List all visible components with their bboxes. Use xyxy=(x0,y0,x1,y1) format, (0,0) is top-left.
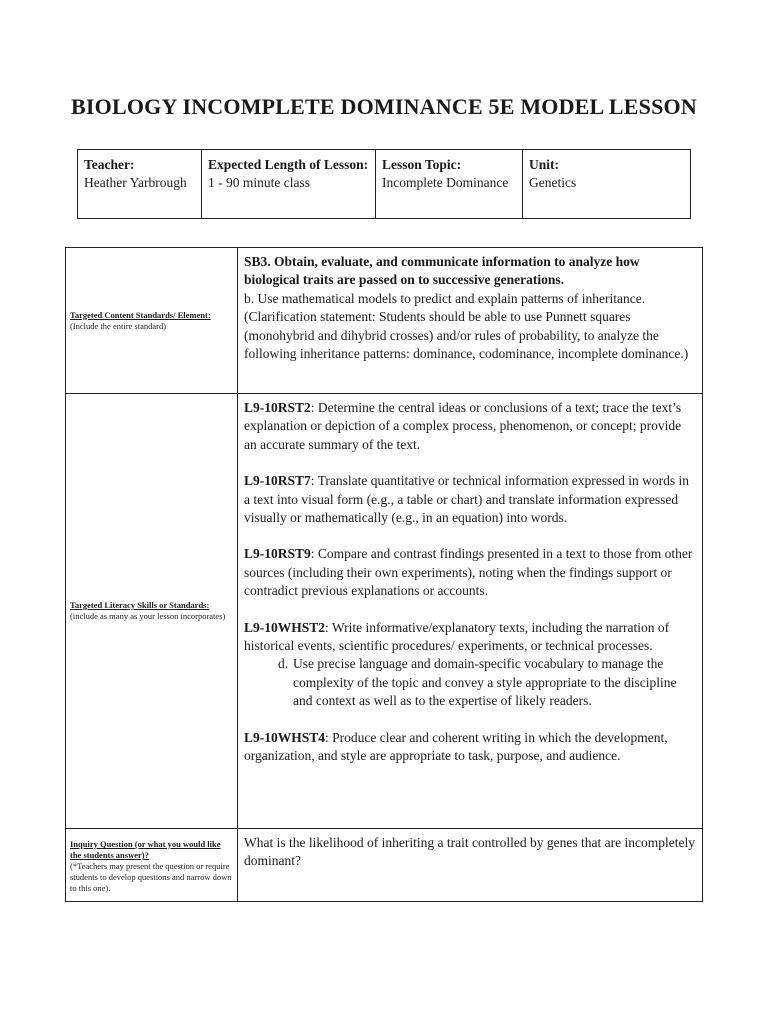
length-value: 1 - 90 minute class xyxy=(208,175,310,190)
literacy-code: L9-10RST2 xyxy=(244,400,311,415)
literacy-text: : Compare and contrast findings presented in a text to those from other sources (including their own experiments), noting when the findings support or contradict previous explanations or accounts. xyxy=(244,546,693,599)
table-row xyxy=(66,394,703,829)
length-cell xyxy=(202,150,376,219)
sub-list-text: Use precise language and domain-specific vocabulary to manage the complexity of the topic and convey a style appropriate to the discipline and context as well as to the expertise of likely readers. xyxy=(293,656,677,709)
table-row xyxy=(66,248,703,394)
inquiry-note: (*Teachers may present the question or require students to develop questions and narrow down to this one). xyxy=(70,861,232,893)
table-row xyxy=(66,829,703,902)
topic-cell xyxy=(376,150,523,219)
literacy-text: : Write informative/explanatory texts, including the narration of historical events, scientific procedures/ experiments, or technical processes. xyxy=(244,619,670,654)
unit-value: Genetics xyxy=(529,175,577,190)
topic-value: Incomplete Dominance xyxy=(382,175,509,190)
teacher-value: Heather Yarbrough xyxy=(84,175,187,190)
literacy-item xyxy=(244,545,696,600)
teacher-cell xyxy=(78,150,202,219)
inquiry-label: Inquiry Question (or what you would like the students answer)? xyxy=(70,839,221,860)
inquiry-question-cell xyxy=(238,829,703,902)
literacy-label-cell xyxy=(66,394,238,829)
literacy-item xyxy=(244,472,696,527)
literacy-code: L9-10WHST4 xyxy=(244,729,326,745)
unit-cell xyxy=(523,150,691,219)
standard-body: b. Use mathematical models to predict and explain patterns of inheritance. (Clarification statement: Students should be able to use Punnett squares (monohybrid and dihybrid crosses) and/or rules of probability, to analyze the following inheritance patterns: dominance, codominance, incomplete dominance.) xyxy=(244,290,689,362)
literacy-item xyxy=(244,399,696,454)
standard-heading: SB3. Obtain, evaluate, and communicate information to analyze how biological traits are passed on to successive generations. xyxy=(244,254,640,288)
literacy-text: : Determine the central ideas or conclusions of a text; trace the text’s explanation or depiction of a complex process, phenomenon, or concept; provide an accurate summary of the text. xyxy=(244,400,682,452)
content-standards-note: (Include the entire standard) xyxy=(70,320,167,331)
sub-list-item xyxy=(278,655,696,710)
literacy-item xyxy=(244,729,696,766)
length-label: Expected Length of Lesson: xyxy=(208,157,369,172)
sub-list xyxy=(244,655,696,710)
literacy-note: (include as many as your lesson incorporates) xyxy=(70,611,226,621)
standards-table xyxy=(65,247,703,902)
table-row xyxy=(78,150,691,219)
content-standards-label: Targeted Content Standards/ Element: xyxy=(70,309,211,320)
teacher-label: Teacher: xyxy=(84,157,135,172)
lesson-info-table xyxy=(77,149,691,219)
inquiry-question: What is the likelihood of inheriting a trait controlled by genes that are incompletely dominant? xyxy=(244,835,695,869)
literacy-label: Targeted Literacy Skills or Standards: xyxy=(70,600,210,610)
literacy-code: L9-10WHST2 xyxy=(244,619,326,635)
literacy-code: L9-10RST7 xyxy=(244,473,311,489)
sub-list-marker: d. xyxy=(278,656,289,672)
content-standards-label-cell xyxy=(66,248,238,394)
content-standards-cell xyxy=(238,248,703,394)
literacy-text: : Translate quantitative or technical information expressed in words in a text into visual form (e.g., a table or chart) and translate information expressed visually or mathematically (e.g., in an equation) into words. xyxy=(244,473,690,526)
page-title: BIOLOGY INCOMPLETE DOMINANCE 5E MODEL LESSON xyxy=(71,94,697,119)
literacy-standards-cell xyxy=(238,394,703,829)
topic-label: Lesson Topic: xyxy=(382,157,462,172)
literacy-item xyxy=(244,619,696,711)
unit-label: Unit: xyxy=(529,157,559,172)
literacy-text: : Produce clear and coherent writing in which the development, organization, and style are appropriate to task, purpose, and audience. xyxy=(244,729,668,764)
literacy-code: L9-10RST9 xyxy=(244,546,311,562)
inquiry-label-cell xyxy=(66,829,238,902)
